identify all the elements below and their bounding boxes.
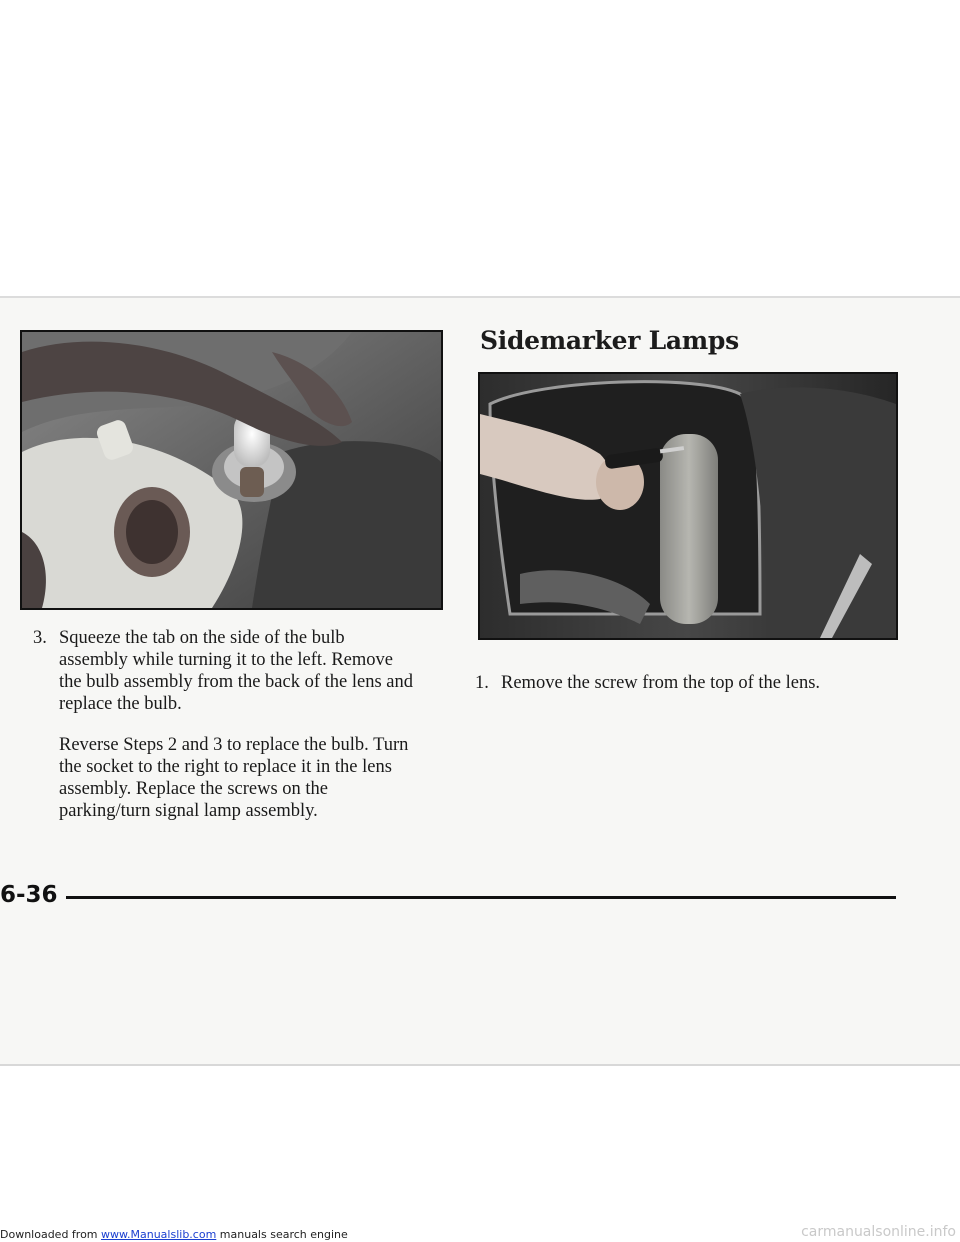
watermark: carmanualsonline.info: [801, 1224, 956, 1240]
step-text: Remove the screw from the top of the lens.: [501, 673, 821, 693]
instruction-paragraph: Reverse Steps 2 and 3 to replace the bulb. Turn the socket to the right to replace it in the lens assembly. Replace the screws on the parking/turn signal lamp assembly.: [59, 735, 409, 821]
top-edge-line: [0, 296, 960, 298]
download-credit: [0, 1228, 348, 1241]
manualslib-link[interactable]: www.Manualslib.com: [101, 1228, 217, 1241]
step-text: Squeeze the tab on the side of the bulb assembly while turning it to the left. Remove the bulb assembly from the back of the lens and replace the bulb.: [59, 628, 413, 714]
page-number: 6-36: [0, 882, 58, 908]
step-3: [33, 627, 413, 715]
footer-rule: [66, 896, 896, 899]
step-number: 3.: [33, 628, 47, 648]
credit-prefix: Downloaded from: [0, 1228, 102, 1241]
bulb-assembly-photo: [20, 330, 443, 610]
step-number: 1.: [475, 673, 489, 693]
bottom-edge-line: [0, 1064, 960, 1066]
sidemarker-lens-photo: [478, 372, 898, 640]
section-heading: Sidemarker Lamps: [480, 326, 739, 355]
step-1: [475, 672, 895, 694]
credit-suffix: manuals search engine: [216, 1228, 348, 1241]
